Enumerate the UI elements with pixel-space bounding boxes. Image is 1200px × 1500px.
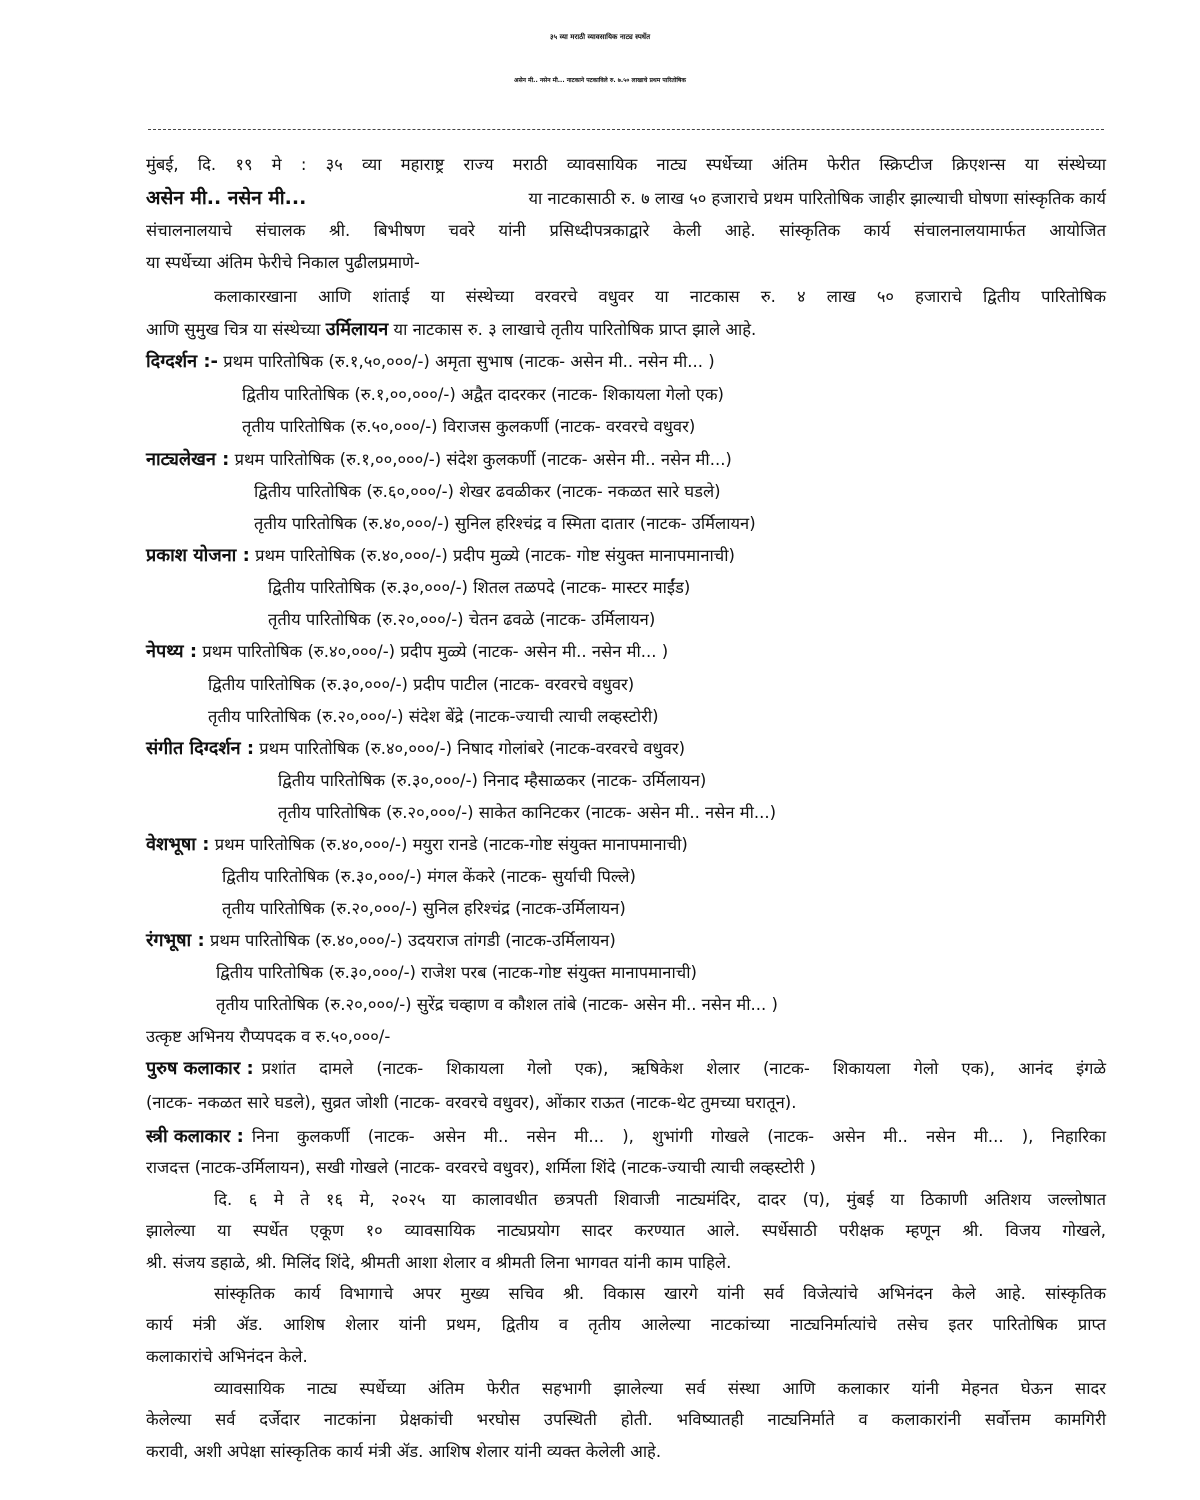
category-label: दिग्दर्शन :- bbox=[146, 351, 219, 372]
male-actors-line-1 bbox=[146, 1058, 1106, 1080]
closing-line-2: झालेल्या या स्पर्धेत एकूण १० व्यावसायिक नाट्यप्रयोग सादर करण्यात आले. स्पर्धेसाठी परीक्षक म्हणून श्री. विजय गोखले, bbox=[146, 1221, 1106, 1240]
award-second: द्वितीय पारितोषिक (रु.१,००,०००/-) अद्वैत दादरकर (नाटक- शिकायला गेलो एक) bbox=[242, 385, 724, 404]
female-actors-line-1 bbox=[146, 1126, 1106, 1148]
closing-line-6: कलाकारांचे अभिनंदन केले. bbox=[146, 1347, 308, 1366]
play-title-urmilayan: उर्मिलायन bbox=[325, 319, 389, 340]
award-first: प्रथम पारितोषिक (रु.४०,०००/-) प्रदीप मुळ्ये (नाटक- असेन मी.. नसेन मी... ) bbox=[202, 642, 669, 661]
award-third: तृतीय पारितोषिक (रु.२०,०००/-) सुनिल हरिश्चंद्र (नाटक-उर्मिलायन) bbox=[222, 899, 626, 918]
play-title-bold: असेन मी.. नसेन मी... bbox=[146, 187, 307, 209]
closing-line-1: दि. ६ मे ते १६ मे, २०२५ या कालावधीत छत्रपती शिवाजी नाट्यमंदिर, दादर (प), मुंबई या ठिकाणी अतिशय जल्लोषात bbox=[214, 1190, 1106, 1209]
category-writing bbox=[146, 449, 732, 471]
second-para-post: या नाटकास रु. ३ लाखाचे तृतीय पारितोषिक प्राप्त झाले आहे. bbox=[393, 320, 757, 339]
category-label: नाट्यलेखन : bbox=[146, 449, 230, 470]
category-label: संगीत दिग्दर्शन : bbox=[146, 738, 255, 759]
category-label: प्रकाश योजना : bbox=[146, 545, 250, 566]
intro-line-2 bbox=[146, 187, 1106, 210]
category-costume bbox=[146, 834, 688, 856]
award-first: प्रथम पारितोषिक (रु.४०,०००/-) प्रदीप मुळ्ये (नाटक- गोष्ट संयुक्त मानापमानाची) bbox=[255, 546, 735, 565]
closing-line-8: केलेल्या सर्व दर्जेदार नाटकांना प्रेक्षकांची भरघोस उपस्थिती होती. भविष्यातही नाट्यनिर्माते व कलाकारांनी सर्वोत्तम कामगिरी bbox=[146, 1410, 1106, 1429]
intro-line-1: मुंबई, दि. १९ मे : ३५ व्या महाराष्ट्र राज्य मराठी व्यावसायिक नाट्य स्पर्धेच्या अंतिम फेरीत स्क्रिप्टीज क्रिएशन्स या संस्थेच्या bbox=[146, 155, 1106, 174]
second-para-pre: आणि सुमुख चित्र या संस्थेच्या bbox=[146, 320, 321, 339]
award-second: द्वितीय पारितोषिक (रु.३०,०००/-) प्रदीप पाटील (नाटक- वरवरचे वधुवर) bbox=[208, 675, 635, 694]
female-actors-line-2: राजदत्त (नाटक-उर्मिलायन), सखी गोखले (नाटक- वरवरचे वधुवर), शर्मिला शिंदे (नाटक-ज्याची त्याची लव्हस्टोरी ) bbox=[146, 1158, 816, 1177]
closing-line-5: कार्य मंत्री ॲड. आशिष शेलार यांनी प्रथम, द्वितीय व तृतीय आलेल्या नाटकांच्या नाट्यनिर्मात्यांचे तसेच इतर पारितोषिक प्राप्त bbox=[146, 1315, 1106, 1334]
award-third: तृतीय पारितोषिक (रु.५०,०००/-) विराजस कुलकर्णी (नाटक- वरवरचे वधुवर) bbox=[242, 417, 696, 436]
closing-line-3: श्री. संजय डहाळे, श्री. मिलिंद शिंदे, श्रीमती आशा शेलार व श्रीमती लिना भागवत यांनी काम पाहिले. bbox=[146, 1253, 732, 1272]
award-first: प्रथम पारितोषिक (रु.१,५०,०००/-) अमृता सुभाष (नाटक- असेन मी.. नसेन मी... ) bbox=[223, 352, 715, 371]
award-third: तृतीय पारितोषिक (रु.२०,०००/-) सुरेंद्र चव्हाण व कौशल तांबे (नाटक- असेन मी.. नसेन मी... ) bbox=[216, 995, 778, 1014]
award-first: प्रथम पारितोषिक (रु.४०,०००/-) निषाद गोलांबरे (नाटक-वरवरचे वधुवर) bbox=[259, 739, 686, 758]
category-direction bbox=[146, 351, 715, 373]
award-first: प्रथम पारितोषिक (रु.१,००,०००/-) संदेश कुलकर्णी (नाटक- असेन मी.. नसेन मी...) bbox=[234, 450, 732, 469]
female-actors-label: स्त्री कलाकार : bbox=[146, 1126, 244, 1147]
award-first: प्रथम पारितोषिक (रु.४०,०००/-) उदयराज तांगडी (नाटक-उर्मिलायन) bbox=[209, 931, 616, 950]
award-third: तृतीय पारितोषिक (रु.२०,०००/-) संदेश बेंद्रे (नाटक-ज्याची त्याची लव्हस्टोरी) bbox=[208, 707, 659, 726]
category-label: नेपथ्य : bbox=[146, 641, 198, 662]
category-label: रंगभूषा : bbox=[146, 930, 205, 951]
headline-line-1: ३५ व्या मराठी व्यावसायिक नाट्य स्पर्धेत bbox=[549, 33, 651, 41]
intro-line-4: या स्पर्धेच्या अंतिम फेरीचे निकाल पुढीलप्रमाणे- bbox=[146, 253, 420, 272]
male-actors-text: प्रशांत दामले (नाटक- शिकायला गेलो एक), ऋषिकेश शेलार (नाटक- शिकायला गेलो एक), आनंद इंगळे bbox=[261, 1059, 1106, 1078]
award-second: द्वितीय पारितोषिक (रु.३०,०००/-) राजेश परब (नाटक-गोष्ट संयुक्त मानापमानाची) bbox=[216, 963, 697, 982]
male-actors-label: पुरुष कलाकार : bbox=[146, 1058, 254, 1079]
closing-line-7: व्यावसायिक नाट्य स्पर्धेच्या अंतिम फेरीत सहभागी झालेल्या सर्व संस्था आणि कलाकार यांनी मेहनत घेऊन सादर bbox=[214, 1379, 1106, 1398]
award-second: द्वितीय पारितोषिक (रु.६०,०००/-) शेखर ढवळीकर (नाटक- नकळत सारे घडले) bbox=[254, 482, 721, 501]
second-para-line-1: कलाकारखाना आणि शांताई या संस्थेच्या वरवरचे वधुवर या नाटकास रु. ४ लाख ५० हजाराचे द्वितीय पारितोषिक bbox=[214, 287, 1106, 306]
dashed-divider bbox=[148, 129, 1104, 130]
category-set-design bbox=[146, 641, 668, 663]
award-third: तृतीय पारितोषिक (रु.२०,०००/-) चेतन ढवळे (नाटक- उर्मिलायन) bbox=[268, 610, 656, 629]
intro-line-2-text: या नाटकासाठी रु. ७ लाख ५० हजाराचे प्रथम पारितोषिक जाहीर झाल्याची घोषणा सांस्कृतिक कार्य bbox=[528, 189, 1106, 208]
award-third: तृतीय पारितोषिक (रु.४०,०००/-) सुनिल हरिश्चंद्र व स्मिता दातार (नाटक- उर्मिलायन) bbox=[254, 514, 756, 533]
award-first: प्रथम पारितोषिक (रु.४०,०००/-) मयुरा रानडे (नाटक-गोष्ट संयुक्त मानापमानाची) bbox=[214, 835, 688, 854]
category-music-direction bbox=[146, 738, 685, 760]
award-second: द्वितीय पारितोषिक (रु.३०,०००/-) शितल तळपदे (नाटक- मास्टर माईंड) bbox=[268, 578, 691, 597]
award-second: द्वितीय पारितोषिक (रु.३०,०००/-) निनाद म्हैसाळकर (नाटक- उर्मिलायन) bbox=[278, 771, 707, 790]
male-actors-line-2: (नाटक- नकळत सारे घडले), सुव्रत जोशी (नाटक- वरवरचे वधुवर), ओंकार राऊत (नाटक-थेट तुमच्या घरातून). bbox=[146, 1093, 797, 1112]
intro-line-3: संचालनालयाचे संचालक श्री. बिभीषण चवरे यांनी प्रसिध्दीपत्रकाद्वारे केली आहे. सांस्कृतिक कार्य संचालनालयामार्फत आयोजित bbox=[146, 221, 1106, 240]
headline-line-2: असेन मी.. नसेन मी... नाटकाने पटकाविले रु. ७.५० लाखाचे प्रथम पारितोषिक bbox=[513, 77, 687, 84]
category-makeup bbox=[146, 930, 616, 952]
category-lighting bbox=[146, 545, 735, 567]
female-actors-text: निना कुलकर्णी (नाटक- असेन मी.. नसेन मी... ), शुभांगी गोखले (नाटक- असेन मी.. नसेन मी... ), निहारिका bbox=[251, 1127, 1106, 1146]
closing-line-4: सांस्कृतिक कार्य विभागाचे अपर मुख्य सचिव श्री. विकास खारगे यांनी सर्व विजेत्यांचे अभिनंदन केले आहे. सांस्कृतिक bbox=[214, 1284, 1106, 1303]
acting-heading: उत्कृष्ट अभिनय रौप्यपदक व रु.५०,०००/- bbox=[146, 1027, 391, 1046]
category-label: वेशभूषा : bbox=[146, 834, 210, 855]
second-para-line-2 bbox=[146, 319, 756, 341]
award-third: तृतीय पारितोषिक (रु.२०,०००/-) साकेत कानिटकर (नाटक- असेन मी.. नसेन मी...) bbox=[278, 803, 777, 822]
closing-line-9: करावी, अशी अपेक्षा सांस्कृतिक कार्य मंत्री ॲड. आशिष शेलार यांनी व्यक्त केलेली आहे. bbox=[146, 1442, 662, 1461]
award-second: द्वितीय पारितोषिक (रु.३०,०००/-) मंगल केंकरे (नाटक- सुर्याची पिल्ले) bbox=[222, 867, 636, 886]
